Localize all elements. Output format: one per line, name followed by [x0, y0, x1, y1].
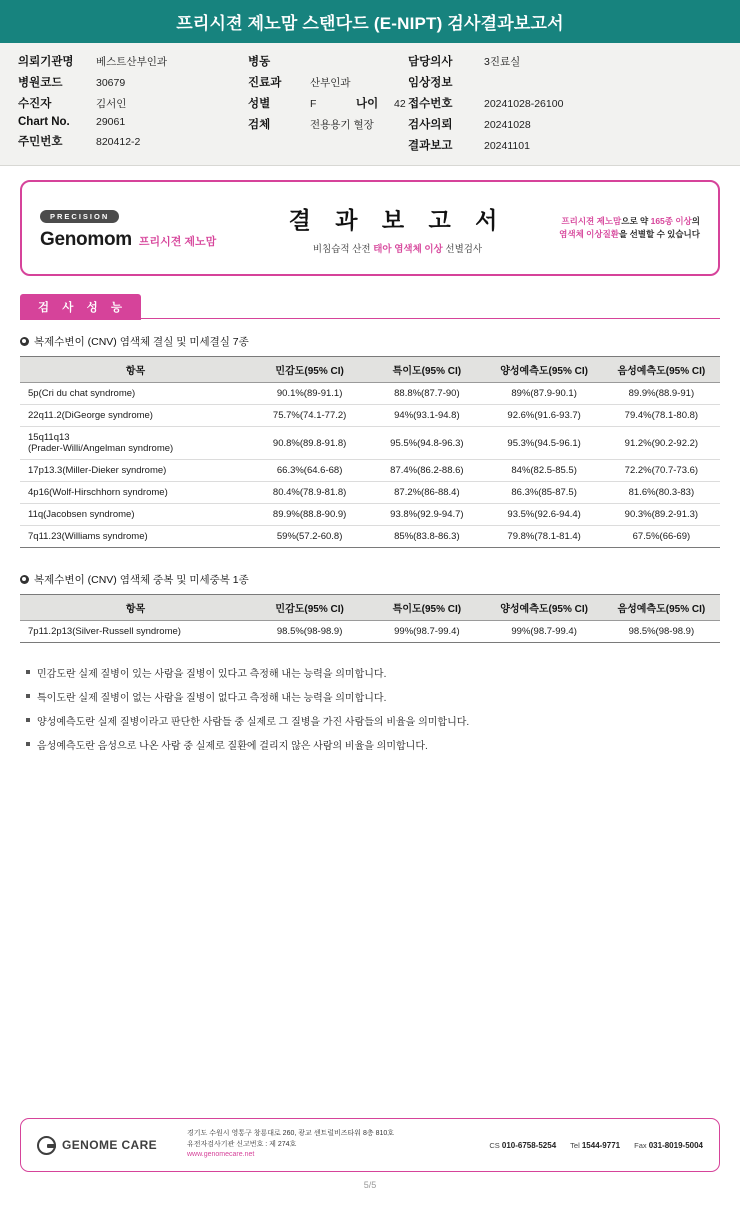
table2-caption: 복제수변이 (CNV) 염색체 중복 및 미세중복 1종 [34, 574, 249, 586]
cell-metric-value: 79.4%(78.1-80.8) [603, 405, 720, 427]
value-report-date: 20241101 [484, 140, 530, 152]
info-row-resident-no [18, 133, 248, 149]
report-subtitle-highlight: 태아 염색체 이상 [373, 243, 443, 255]
contact-cs-label: CS [489, 1140, 500, 1150]
info-row-doctor [408, 53, 688, 69]
value-sex: F [310, 98, 317, 110]
company-website-link[interactable]: www.genomecare.net [187, 1151, 255, 1159]
bullet-icon [20, 575, 29, 584]
footer-contacts [489, 1141, 703, 1150]
info-row-hospital-code [18, 74, 248, 90]
value-resident-no: 820412-2 [96, 136, 141, 148]
report-title-block [255, 202, 540, 255]
info-row-specimen [248, 116, 408, 132]
contact-tel-label: Tel [570, 1140, 580, 1150]
brand-panel [20, 180, 720, 276]
label-accession-no: 접수번호 [408, 98, 453, 110]
label-hospital-code: 병원코드 [18, 77, 63, 89]
duplication-performance-table [20, 594, 720, 643]
info-row-ward [248, 53, 408, 69]
cell-item-name: 7q11.23(Williams syndrome) [20, 526, 251, 548]
section-header-performance [20, 294, 720, 320]
report-subtitle-part2: 선별검사 [442, 243, 483, 255]
section-divider [141, 318, 720, 319]
cell-item-name: 15q11q13 (Prader-Willi/Angelman syndrome) [20, 427, 251, 460]
cell-metric-value: 75.7%(74.1-77.2) [251, 405, 368, 427]
table-row [20, 621, 720, 643]
table-row [20, 405, 720, 427]
label-resident-no: 주민번호 [18, 136, 63, 148]
panel-note-brand: 프리시젼 제노맘 [561, 216, 622, 227]
square-bullet-icon [26, 670, 30, 674]
info-row-clinical-info [408, 74, 688, 90]
cell-metric-value: 90.3%(89.2-91.3) [603, 504, 720, 526]
cell-metric-value: 59%(57.2-60.8) [251, 526, 368, 548]
table2-body [20, 621, 720, 643]
value-department: 산부인과 [310, 77, 351, 89]
th-ppv: 양성예측도(95% CI) [486, 357, 603, 383]
cell-metric-value: 99%(98.7-99.4) [486, 621, 603, 643]
report-subtitle-part1: 비침습적 산전 [312, 243, 374, 255]
th-item: 항목 [20, 595, 251, 621]
cell-metric-value: 95.5%(94.8-96.3) [368, 427, 485, 460]
cell-metric-value: 95.3%(94.5-96.1) [486, 427, 603, 460]
table1-caption: 복제수변이 (CNV) 염색체 결실 및 미세결실 7종 [34, 336, 249, 348]
table1-body [20, 383, 720, 548]
square-bullet-icon [26, 718, 30, 722]
cell-metric-value: 98.5%(98-98.9) [603, 621, 720, 643]
table-row [20, 427, 720, 460]
cell-item-name: 5p(Cri du chat syndrome) [20, 383, 251, 405]
info-row-report-date [408, 137, 688, 153]
cell-metric-value: 93.5%(92.6-94.4) [486, 504, 603, 526]
cell-metric-value: 99%(98.7-99.4) [368, 621, 485, 643]
genome-care-mark-icon [37, 1136, 56, 1155]
contact-fax-value: 031-8019-5004 [648, 1140, 703, 1150]
label-ward: 병동 [248, 56, 271, 68]
cell-item-name: 11q(Jacobsen syndrome) [20, 504, 251, 526]
contact-cs-value: 010-6758-5254 [501, 1140, 557, 1150]
th-sensitivity: 민감도(95% CI) [251, 595, 368, 621]
note-text: 민감도란 실제 질병이 있는 사람을 질병이 있다고 측정해 내는 능력을 의미합니다. [37, 669, 387, 680]
page-title: 프리시젼 제노맘 스탠다드 (E-NIPT) 검사결과보고서 [0, 0, 740, 43]
patient-info-column-1 [18, 53, 248, 153]
info-row-chart-no [18, 116, 248, 128]
contact-tel-value: 1544-9771 [581, 1140, 621, 1150]
cell-metric-value: 72.2%(70.7-73.6) [603, 460, 720, 482]
brand-name: Genomom [40, 228, 132, 250]
th-npv: 음성예측도(95% CI) [603, 595, 720, 621]
patient-info-column-2 [248, 53, 408, 153]
panel-note-tail: 의 [691, 216, 700, 227]
value-patient-name: 김서인 [96, 98, 127, 110]
th-item: 항목 [20, 357, 251, 383]
cell-metric-value: 84%(82.5-85.5) [486, 460, 603, 482]
info-row-patient-name [18, 95, 248, 111]
value-doctor: 3진료실 [484, 56, 521, 68]
panel-note-disease: 염색체 이상질환 [559, 229, 619, 239]
bullet-icon [20, 337, 29, 346]
contact-cs [489, 1141, 556, 1150]
label-institution: 의뢰기관명 [18, 56, 74, 68]
value-specimen: 전용용기 혈장 [310, 119, 374, 131]
info-row-request-date [408, 116, 688, 132]
cell-item-name: 17p13.3(Miller-Dieker syndrome) [20, 460, 251, 482]
table-row [20, 526, 720, 548]
cell-metric-value: 81.6%(80.3-83) [603, 482, 720, 504]
cell-metric-value: 90.8%(89.8-91.8) [251, 427, 368, 460]
contact-fax-label: Fax [634, 1140, 647, 1150]
th-sensitivity: 민감도(95% CI) [251, 357, 368, 383]
table-row [20, 460, 720, 482]
genome-care-logo [37, 1136, 187, 1155]
cell-metric-value: 90.1%(89-91.1) [251, 383, 368, 405]
footer-address [187, 1129, 489, 1162]
table-header-row [20, 595, 720, 621]
definition-notes [20, 665, 720, 752]
page-number: 5/5 [363, 1180, 377, 1190]
square-bullet-icon [26, 694, 30, 698]
report-subtitle [255, 241, 540, 255]
label-chart-no: Chart No. [18, 116, 70, 128]
cell-metric-value: 87.4%(86.2-88.6) [368, 460, 485, 482]
value-chart-no: 29061 [96, 116, 126, 128]
cell-metric-value: 88.8%(87.7-90) [368, 383, 485, 405]
th-npv: 음성예측도(95% CI) [603, 357, 720, 383]
note-text: 양성예측도란 실제 질병이라고 판단한 사람들 중 실제로 그 질병을 가진 사람들의 비율을 의미합니다. [37, 717, 470, 728]
info-row-department [248, 74, 408, 90]
label-age: 나이 [356, 98, 379, 110]
cell-metric-value: 89.9%(88.8-90.9) [251, 504, 368, 526]
cell-metric-value: 91.2%(90.2-92.2) [603, 427, 720, 460]
cell-metric-value: 89%(87.9-90.1) [486, 383, 603, 405]
panel-note-line2-tail: 을 선별할 수 있습니다 [619, 229, 700, 239]
th-specificity: 특이도(95% CI) [368, 357, 485, 383]
note-item [20, 737, 720, 752]
cell-metric-value: 89.9%(88.9-91) [603, 383, 720, 405]
cell-item-name: 7p11.2p13(Silver-Russell syndrome) [20, 621, 251, 643]
th-specificity: 특이도(95% CI) [368, 595, 485, 621]
address-line-2: 유전자검사기관 신고번호 : 제 274호 [187, 1140, 297, 1148]
report-body [0, 180, 740, 752]
cell-metric-value: 66.3%(64.6-68) [251, 460, 368, 482]
brand-lockup [40, 206, 255, 251]
panel-note [540, 215, 700, 241]
label-doctor: 담당의사 [408, 56, 453, 68]
label-request-date: 검사의뢰 [408, 119, 453, 131]
label-report-date: 결과보고 [408, 140, 453, 152]
address-line-1: 경기도 수원시 영통구 창룡대로 260, 광교 센트럴비즈타워 8층 810호 [187, 1129, 395, 1137]
th-ppv: 양성예측도(95% CI) [486, 595, 603, 621]
note-item [20, 665, 720, 680]
label-clinical-info: 임상정보 [408, 77, 453, 89]
label-sex: 성별 [248, 98, 271, 110]
brand-name-row [40, 229, 255, 251]
table-row [20, 383, 720, 405]
table-row [20, 482, 720, 504]
value-hospital-code: 30679 [96, 77, 126, 89]
cell-metric-value: 85%(83.8-86.3) [368, 526, 485, 548]
value-request-date: 20241028 [484, 119, 531, 131]
cell-metric-value: 67.5%(66-69) [603, 526, 720, 548]
info-row-sex-age [248, 95, 408, 111]
label-patient-name: 수진자 [18, 98, 52, 110]
brand-precision-badge: PRECISION [40, 210, 119, 223]
contact-tel [570, 1141, 620, 1150]
patient-info-block [0, 43, 740, 166]
label-specimen: 검체 [248, 119, 271, 131]
cell-metric-value: 93.8%(92.9-94.7) [368, 504, 485, 526]
table-header-row [20, 357, 720, 383]
panel-note-line1 [540, 215, 700, 228]
genome-care-name: GENOME CARE [62, 1138, 158, 1152]
cell-metric-value: 94%(93.1-94.8) [368, 405, 485, 427]
value-age: 42 [394, 98, 406, 110]
square-bullet-icon [26, 742, 30, 746]
contact-fax [634, 1141, 703, 1150]
cell-metric-value: 79.8%(78.1-81.4) [486, 526, 603, 548]
cell-item-name: 22q11.2(DiGeorge syndrome) [20, 405, 251, 427]
cell-metric-value: 87.2%(86-88.4) [368, 482, 485, 504]
panel-note-line2 [540, 228, 700, 241]
section-title: 검 사 성 능 [20, 294, 141, 320]
deletion-performance-table [20, 356, 720, 548]
value-accession-no: 20241028-26100 [484, 98, 564, 110]
label-department: 진료과 [248, 77, 282, 89]
panel-note-count: 165종 이상 [650, 216, 692, 227]
cell-metric-value: 80.4%(78.9-81.8) [251, 482, 368, 504]
cell-metric-value: 92.6%(91.6-93.7) [486, 405, 603, 427]
note-item [20, 713, 720, 728]
note-item [20, 689, 720, 704]
note-text: 음성예측도란 음성으로 나온 사람 중 실제로 질환에 걸리지 않은 사람의 비율을 의미합니다. [37, 741, 428, 752]
cell-item-name: 4p16(Wolf-Hirschhorn syndrome) [20, 482, 251, 504]
cell-metric-value: 98.5%(98-98.9) [251, 621, 368, 643]
table1-caption-row [20, 334, 720, 349]
table-row [20, 504, 720, 526]
brand-name-korean: 프리시젼 제노맘 [138, 235, 217, 248]
table2-caption-row [20, 572, 720, 587]
cell-metric-value: 86.3%(85-87.5) [486, 482, 603, 504]
patient-info-column-3 [408, 53, 688, 153]
info-row-accession-no [408, 95, 688, 111]
panel-note-rest: 으로 약 [621, 216, 651, 227]
report-title: 결 과 보 고 서 [288, 206, 507, 233]
value-institution: 베스트산부인과 [96, 56, 168, 68]
note-text: 특이도란 실제 질병이 없는 사람을 질병이 없다고 측정해 내는 능력을 의미합니다. [37, 693, 387, 704]
info-row-institution [18, 53, 248, 69]
footer-box [20, 1118, 720, 1172]
